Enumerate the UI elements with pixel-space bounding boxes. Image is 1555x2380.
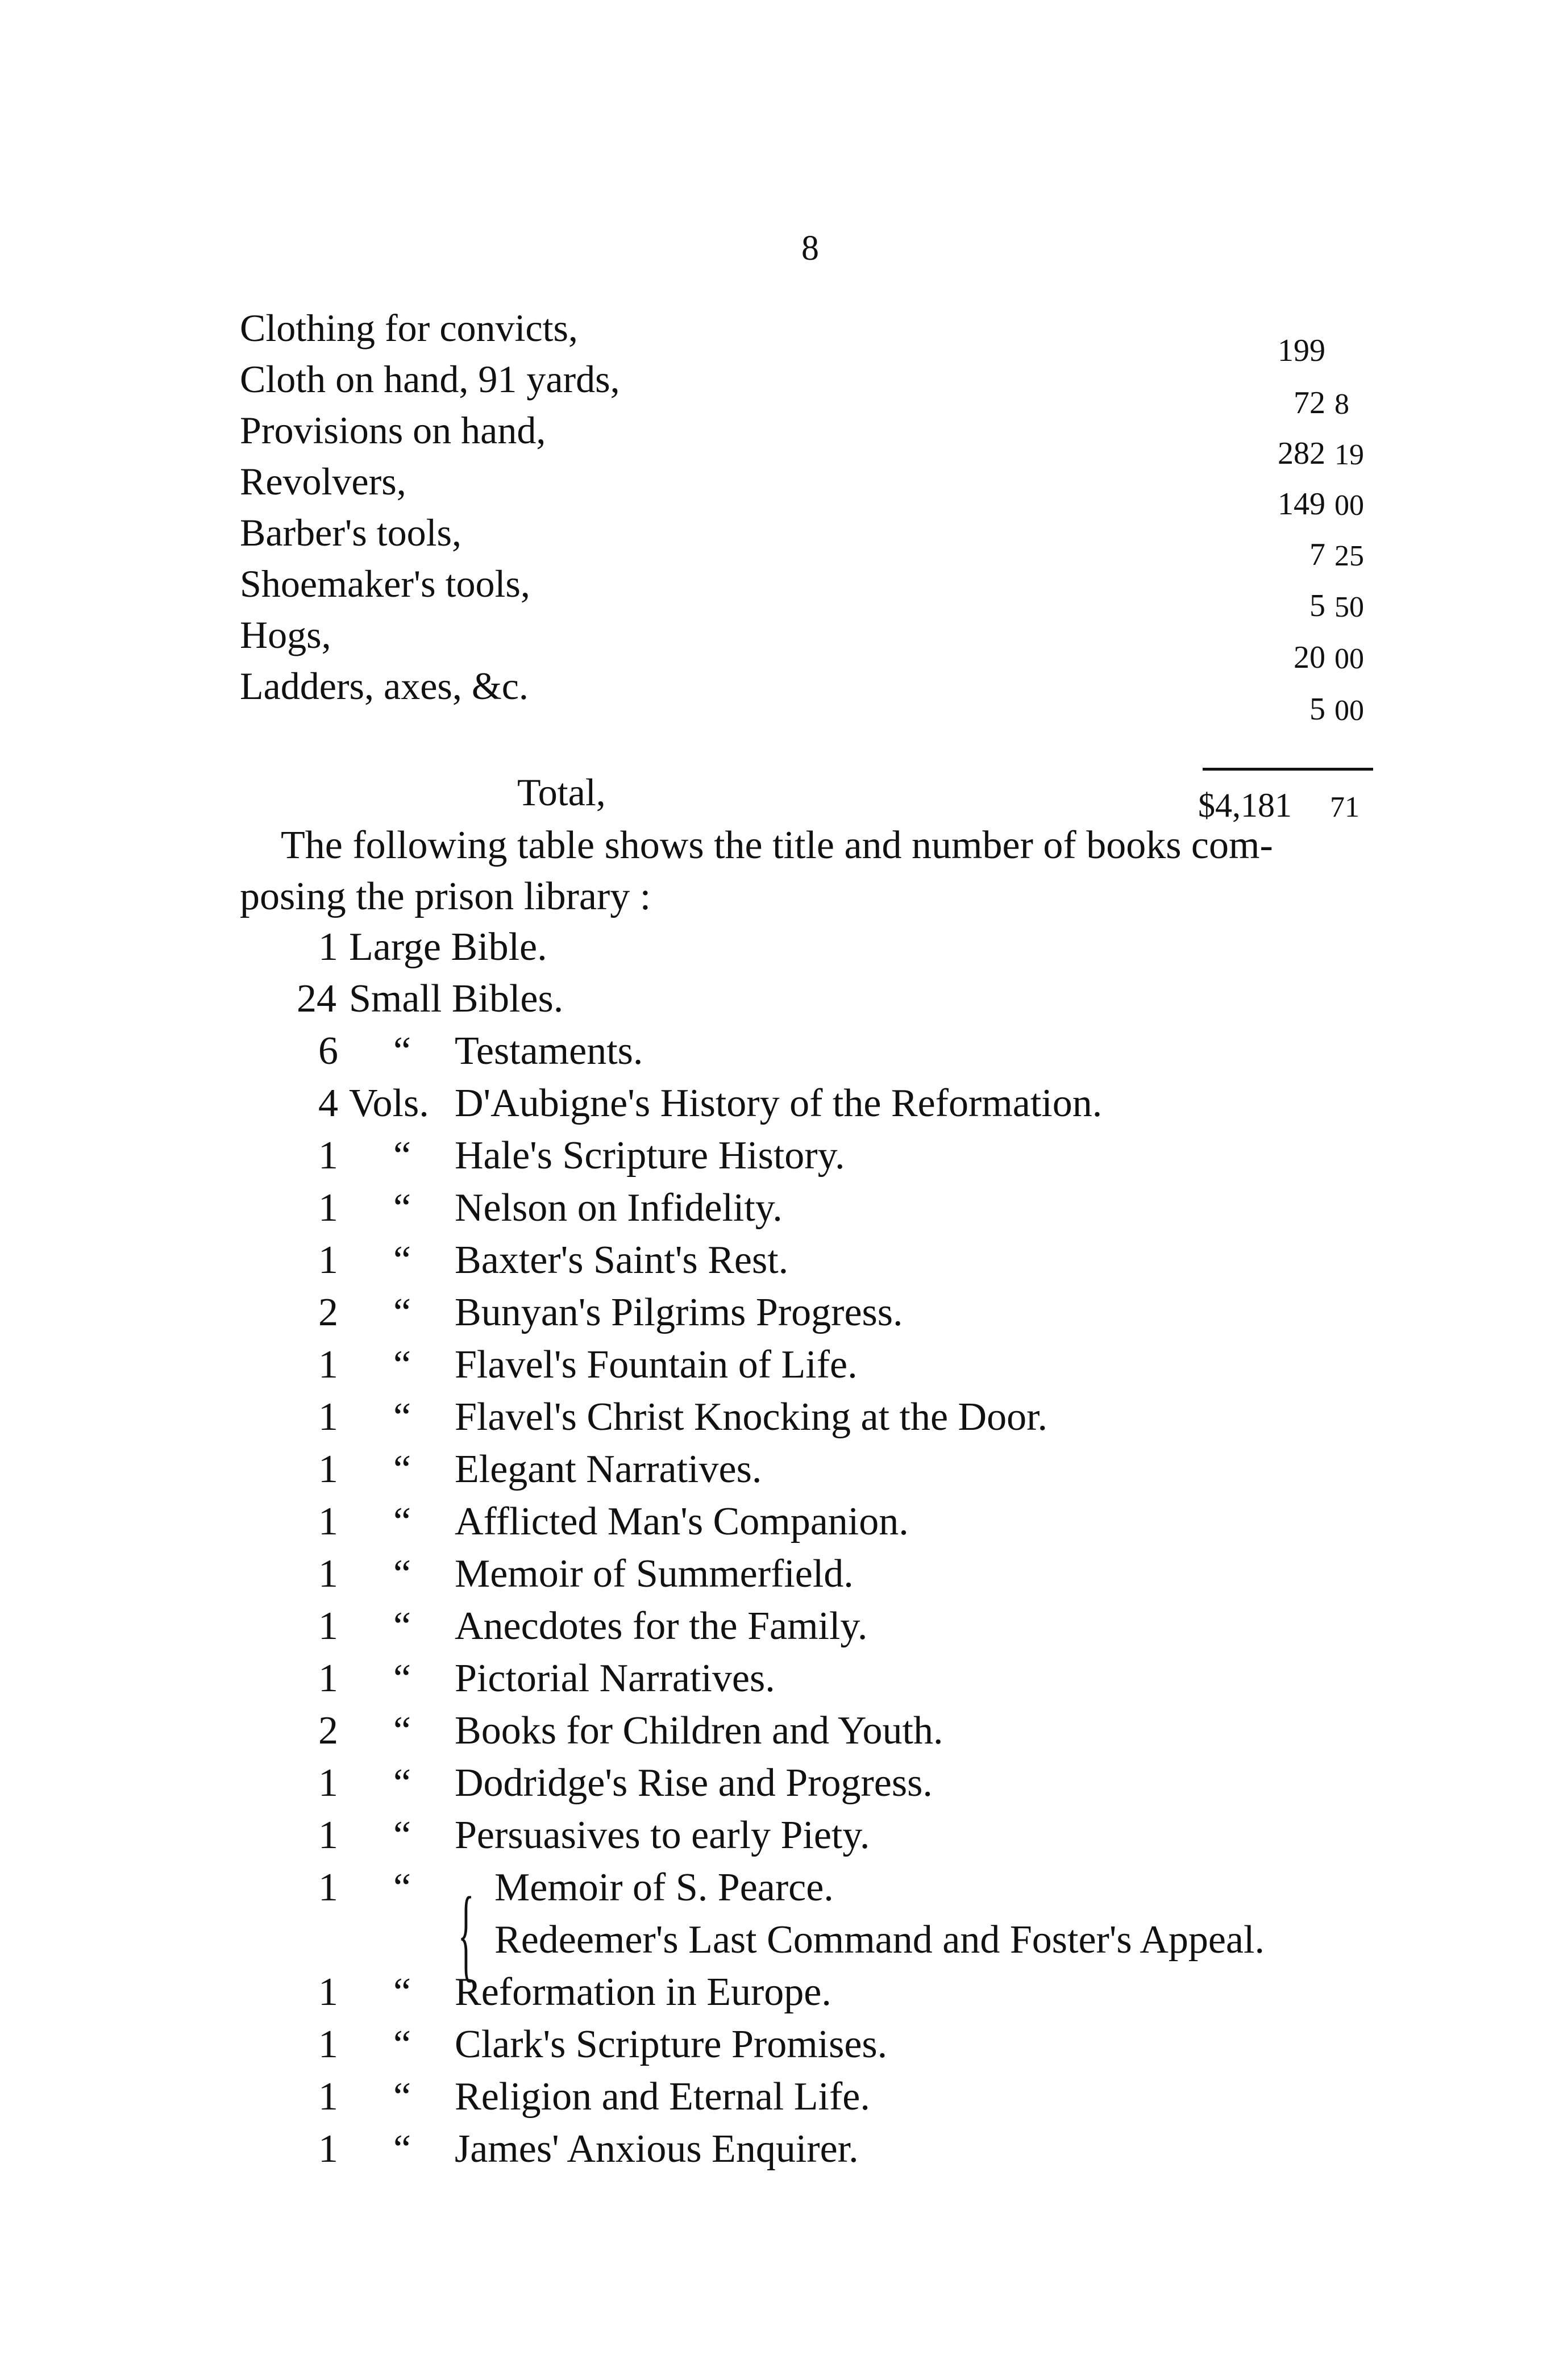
brace-icon: { [458, 1875, 475, 1991]
book-qty: 1 [318, 1134, 338, 1177]
inventory-dollars: 5 [1309, 588, 1325, 623]
book-qty: 4 [318, 1081, 338, 1125]
book-qty: 1 [318, 1238, 338, 1282]
page-number: 8 [801, 229, 819, 268]
book-qty: 1 [318, 1813, 338, 1857]
book-title: Testaments. [455, 1029, 643, 1073]
inventory-dollars: 282 [1278, 436, 1325, 471]
book-qty: 1 [318, 1552, 338, 1596]
book-unit: “ [393, 1134, 411, 1177]
book-unit: “ [393, 1343, 411, 1387]
book-unit: “ [393, 1447, 411, 1491]
book-title: Baxter's Saint's Rest. [455, 1238, 789, 1282]
inventory-label: Provisions on hand, [240, 409, 546, 452]
inventory-dollars: 72 [1294, 385, 1325, 421]
book-title: Flavel's Fountain of Life. [455, 1343, 858, 1387]
book-title: Bunyan's Pilgrims Progress. [455, 1291, 903, 1334]
inventory-cents: 00 [1334, 489, 1364, 522]
book-qty: 1 [318, 2023, 338, 2066]
book-unit: “ [393, 1500, 411, 1543]
book-qty: 1 [318, 925, 338, 969]
book-title: Nelson on Infidelity. [455, 1186, 783, 1230]
book-unit: “ [393, 1866, 411, 1909]
book-unit: “ [393, 1761, 411, 1805]
book-title: Memoir of Summerfield. [455, 1552, 854, 1596]
paragraph-line: The following table shows the title and number of books com- [281, 823, 1273, 867]
book-title: Redeemer's Last Command and Foster's Appeal. [494, 1918, 1265, 1962]
book-title: Elegant Narratives. [455, 1447, 762, 1491]
book-qty: 1 [318, 1657, 338, 1700]
book-qty: 1 [318, 1447, 338, 1491]
book-title: James' Anxious Enquirer. [455, 2127, 859, 2171]
book-unit: “ [393, 1186, 411, 1230]
book-title: Afflicted Man's Companion. [455, 1500, 909, 1543]
book-title: Flavel's Christ Knocking at the Door. [455, 1395, 1048, 1439]
book-unit: “ [393, 2023, 411, 2066]
inventory-cents: 50 [1334, 591, 1364, 623]
book-title: D'Aubigne's History of the Reformation. [455, 1081, 1103, 1125]
inventory-cents: 00 [1334, 643, 1364, 675]
total-label: Total, [517, 771, 606, 814]
inventory-cents: 25 [1334, 540, 1364, 572]
book-unit: “ [393, 1970, 411, 2014]
book-qty: 2 [318, 1291, 338, 1334]
inventory-cents: 8 [1334, 388, 1349, 421]
total-rule [1203, 768, 1373, 771]
book-title: Religion and Eternal Life. [455, 2075, 870, 2119]
inventory-dollars: 199 [1278, 333, 1325, 368]
book-unit: Vols. [349, 1081, 429, 1125]
book-unit: “ [393, 1813, 411, 1857]
book-unit: “ [393, 1552, 411, 1596]
inventory-label: Barber's tools, [240, 511, 461, 554]
book-unit: “ [393, 1291, 411, 1334]
inventory-label: Cloth on hand, 91 yards, [240, 357, 620, 401]
book-qty: 6 [318, 1029, 338, 1073]
book-qty: 1 [318, 2127, 338, 2171]
book-unit: “ [393, 1709, 411, 1753]
book-unit: “ [393, 2075, 411, 2119]
book-title: Persuasives to early Piety. [455, 1813, 870, 1857]
book-qty: 1 [318, 1186, 338, 1230]
inventory-dollars: 20 [1294, 640, 1325, 675]
book-title: Hale's Scripture History. [455, 1134, 845, 1177]
inventory-cents: 19 [1334, 439, 1364, 471]
book-qty: 1 [318, 2075, 338, 2119]
book-title: Pictorial Narratives. [455, 1657, 775, 1700]
book-qty: 1 [318, 1343, 338, 1387]
book-qty: 1 [318, 1395, 338, 1439]
book-unit: “ [393, 1657, 411, 1700]
inventory-cents: 00 [1334, 694, 1364, 727]
inventory-label: Clothing for convicts, [240, 306, 578, 349]
book-title: Anecdotes for the Family. [455, 1604, 868, 1648]
book-qty: 1 [318, 1970, 338, 2014]
book-qty: 1 [318, 1761, 338, 1805]
book-title: Dodridge's Rise and Progress. [455, 1761, 933, 1805]
book-qty: 2 [318, 1709, 338, 1753]
book-unit: “ [393, 1395, 411, 1439]
paragraph-line: posing the prison library : [240, 875, 651, 918]
book-title: Clark's Scripture Promises. [455, 2023, 888, 2066]
inventory-dollars: 5 [1309, 692, 1325, 727]
book-qty: 1 [318, 1866, 338, 1909]
inventory-dollars: 149 [1278, 486, 1325, 522]
inventory-label: Revolvers, [240, 460, 406, 503]
book-title: Large Bible. [349, 925, 547, 969]
book-qty: 24 [297, 977, 336, 1021]
total-dollars: $4,181 [1198, 787, 1292, 824]
book-title: Books for Children and Youth. [455, 1709, 943, 1753]
book-title: Memoir of S. Pearce. [494, 1866, 834, 1909]
book-unit: “ [393, 1238, 411, 1282]
book-unit: “ [393, 1029, 411, 1073]
book-title: Small Bibles. [349, 977, 564, 1021]
library-intro-paragraph [240, 820, 1377, 922]
total-cents: 71 [1330, 791, 1359, 823]
book-title: Reformation in Europe. [455, 1970, 831, 2014]
inventory-label: Hogs, [240, 613, 331, 656]
book-qty: 1 [318, 1604, 338, 1648]
inventory-label: Shoemaker's tools, [240, 562, 530, 605]
inventory-dollars: 7 [1309, 537, 1325, 572]
book-unit: “ [393, 2127, 411, 2171]
book-unit: “ [393, 1604, 411, 1648]
inventory-label: Ladders, axes, &c. [240, 664, 529, 708]
book-qty: 1 [318, 1500, 338, 1543]
